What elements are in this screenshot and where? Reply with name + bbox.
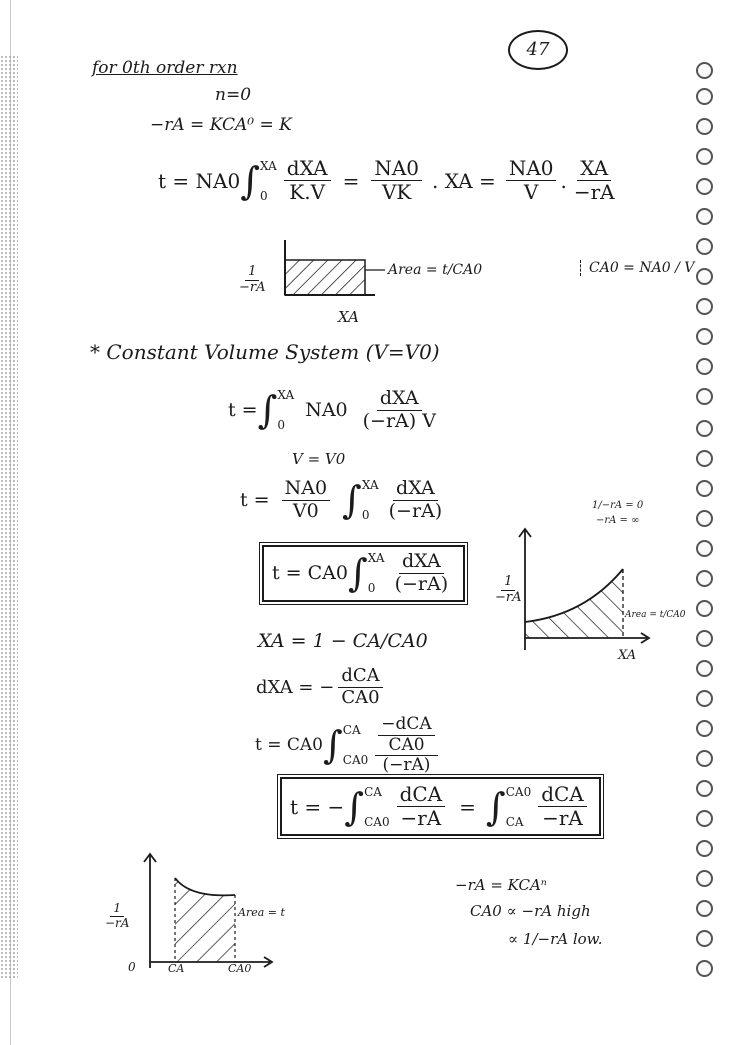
graph3-area-label: Area = t xyxy=(238,906,285,919)
graph2-x-label: XA xyxy=(618,648,637,663)
graph2-note-1: 1/−rA = 0 xyxy=(592,500,644,511)
binding-hole-icon xyxy=(696,630,713,647)
binding-hole-icon xyxy=(696,480,713,497)
binding-hole-icon xyxy=(696,62,713,79)
binding-hole-icon xyxy=(696,780,713,797)
binding-hole-icon xyxy=(696,178,713,195)
binding-hole-icon xyxy=(696,510,713,527)
cao-definition: CA0 = NA0 / V xyxy=(580,260,694,276)
constant-volume-equation-2: t = $\frac{NA0}{V0}$ ∫ XA 0 $\frac{\text{dXA}}{(-rA)}$ xyxy=(240,477,443,523)
binding-hole-icon xyxy=(696,690,713,707)
binding-hole-icon xyxy=(696,148,713,165)
binding-hole-icon xyxy=(696,540,713,557)
graph3-origin: 0 xyxy=(128,960,136,974)
graph1-area-label: Area = t/CA0 xyxy=(388,262,483,278)
binding-hole-icon xyxy=(696,118,713,135)
binding-hole-icon xyxy=(696,328,713,345)
heading-zero-order: for 0th order rxn xyxy=(92,58,238,78)
binding-hole-icon xyxy=(696,298,713,315)
binding-hole-icon xyxy=(696,420,713,437)
binding-hole-icon xyxy=(696,570,713,587)
graph3-x-tick-1: CA xyxy=(168,962,185,975)
binding-hole-icon xyxy=(696,930,713,947)
spiral-binding xyxy=(678,0,738,1045)
graph3-y-label: $\frac{1}{-rA}$ xyxy=(105,901,130,930)
area-region xyxy=(285,260,365,295)
rate-equation: −rA = KCA⁰ = K xyxy=(150,115,292,135)
graph3-x-tick-2: CA0 xyxy=(228,962,252,975)
graph2-y-label: $\frac{1}{-rA}$ xyxy=(495,574,522,605)
graph1-x-label: XA xyxy=(338,308,359,326)
time-equation-zero-order: t = NA0 ∫ XA 0 $\frac{\text{dXA}}{K.V}$ = $\frac{NA0}{VK}$ . XA = $\frac{NA0}{V}$ . $\frac{XA}{-rA}$ xyxy=(158,156,615,204)
binding-hole-icon xyxy=(696,358,713,375)
area-region xyxy=(525,569,623,638)
binding-hole-icon xyxy=(696,450,713,467)
area-region xyxy=(175,878,235,962)
binding-hole-icon xyxy=(696,660,713,677)
binding-hole-icon xyxy=(696,88,713,105)
binding-hole-icon xyxy=(696,208,713,225)
binding-hole-icon xyxy=(696,900,713,917)
conversion-equation: XA = 1 − CA/CA0 xyxy=(258,630,428,652)
binding-hole-icon xyxy=(696,268,713,285)
graph-constant-volume xyxy=(515,525,655,660)
binding-hole-icon xyxy=(696,600,713,617)
binding-hole-icon xyxy=(696,870,713,887)
binding-hole-icon xyxy=(696,720,713,737)
boxed-equation-time-cao: t = CA0 ∫ XA 0 $\frac{\text{dXA}}{(-rA)}$ xyxy=(262,545,465,602)
note-rate-high: CA0 ∝ −rA high xyxy=(470,902,591,920)
page-number: 47 xyxy=(508,30,568,70)
boxed-equation-time-integral: t = − ∫ CA CA0 $\frac{\text{dCA}}{-rA}$ = ∫ CA0 CA $\frac{\text{dCA}}{-rA}$ xyxy=(280,777,601,836)
binding-hole-icon xyxy=(696,238,713,255)
note-rate-low: ∝ 1/−rA low. xyxy=(508,930,603,948)
order-equation: n=0 xyxy=(215,85,252,105)
differential-conversion-equation: dXA = − $\frac{\text{dCA}}{CA0}$ xyxy=(256,666,387,708)
constant-volume-heading: * Constant Volume System (V=V0) xyxy=(90,340,440,364)
graph2-note-2: −rA = ∞ xyxy=(596,515,640,526)
time-equation-concentration: t = CA0 ∫ CA CA0 $\frac{\frac{\text{−dCA}}{CA0}}{(-rA)}$ xyxy=(255,715,442,776)
binding-hole-icon xyxy=(696,388,713,405)
binding-hole-icon xyxy=(696,960,713,977)
constant-volume-equation-1: t = ∫ XA 0 NA0 $\frac{\text{dXA}}{(-rA) V}$ xyxy=(228,387,436,433)
scanned-edge-texture xyxy=(0,55,18,980)
binding-hole-icon xyxy=(696,840,713,857)
graph1-y-label: $\frac{1}{-rA}$ xyxy=(239,264,266,295)
note-rate-law: −rA = KCAⁿ xyxy=(455,876,547,894)
binding-hole-icon xyxy=(696,750,713,767)
binding-hole-icon xyxy=(696,810,713,827)
volume-constant-equation: V = V0 xyxy=(292,450,346,468)
graph2-area-label: Area = t/CA0 xyxy=(625,610,686,620)
